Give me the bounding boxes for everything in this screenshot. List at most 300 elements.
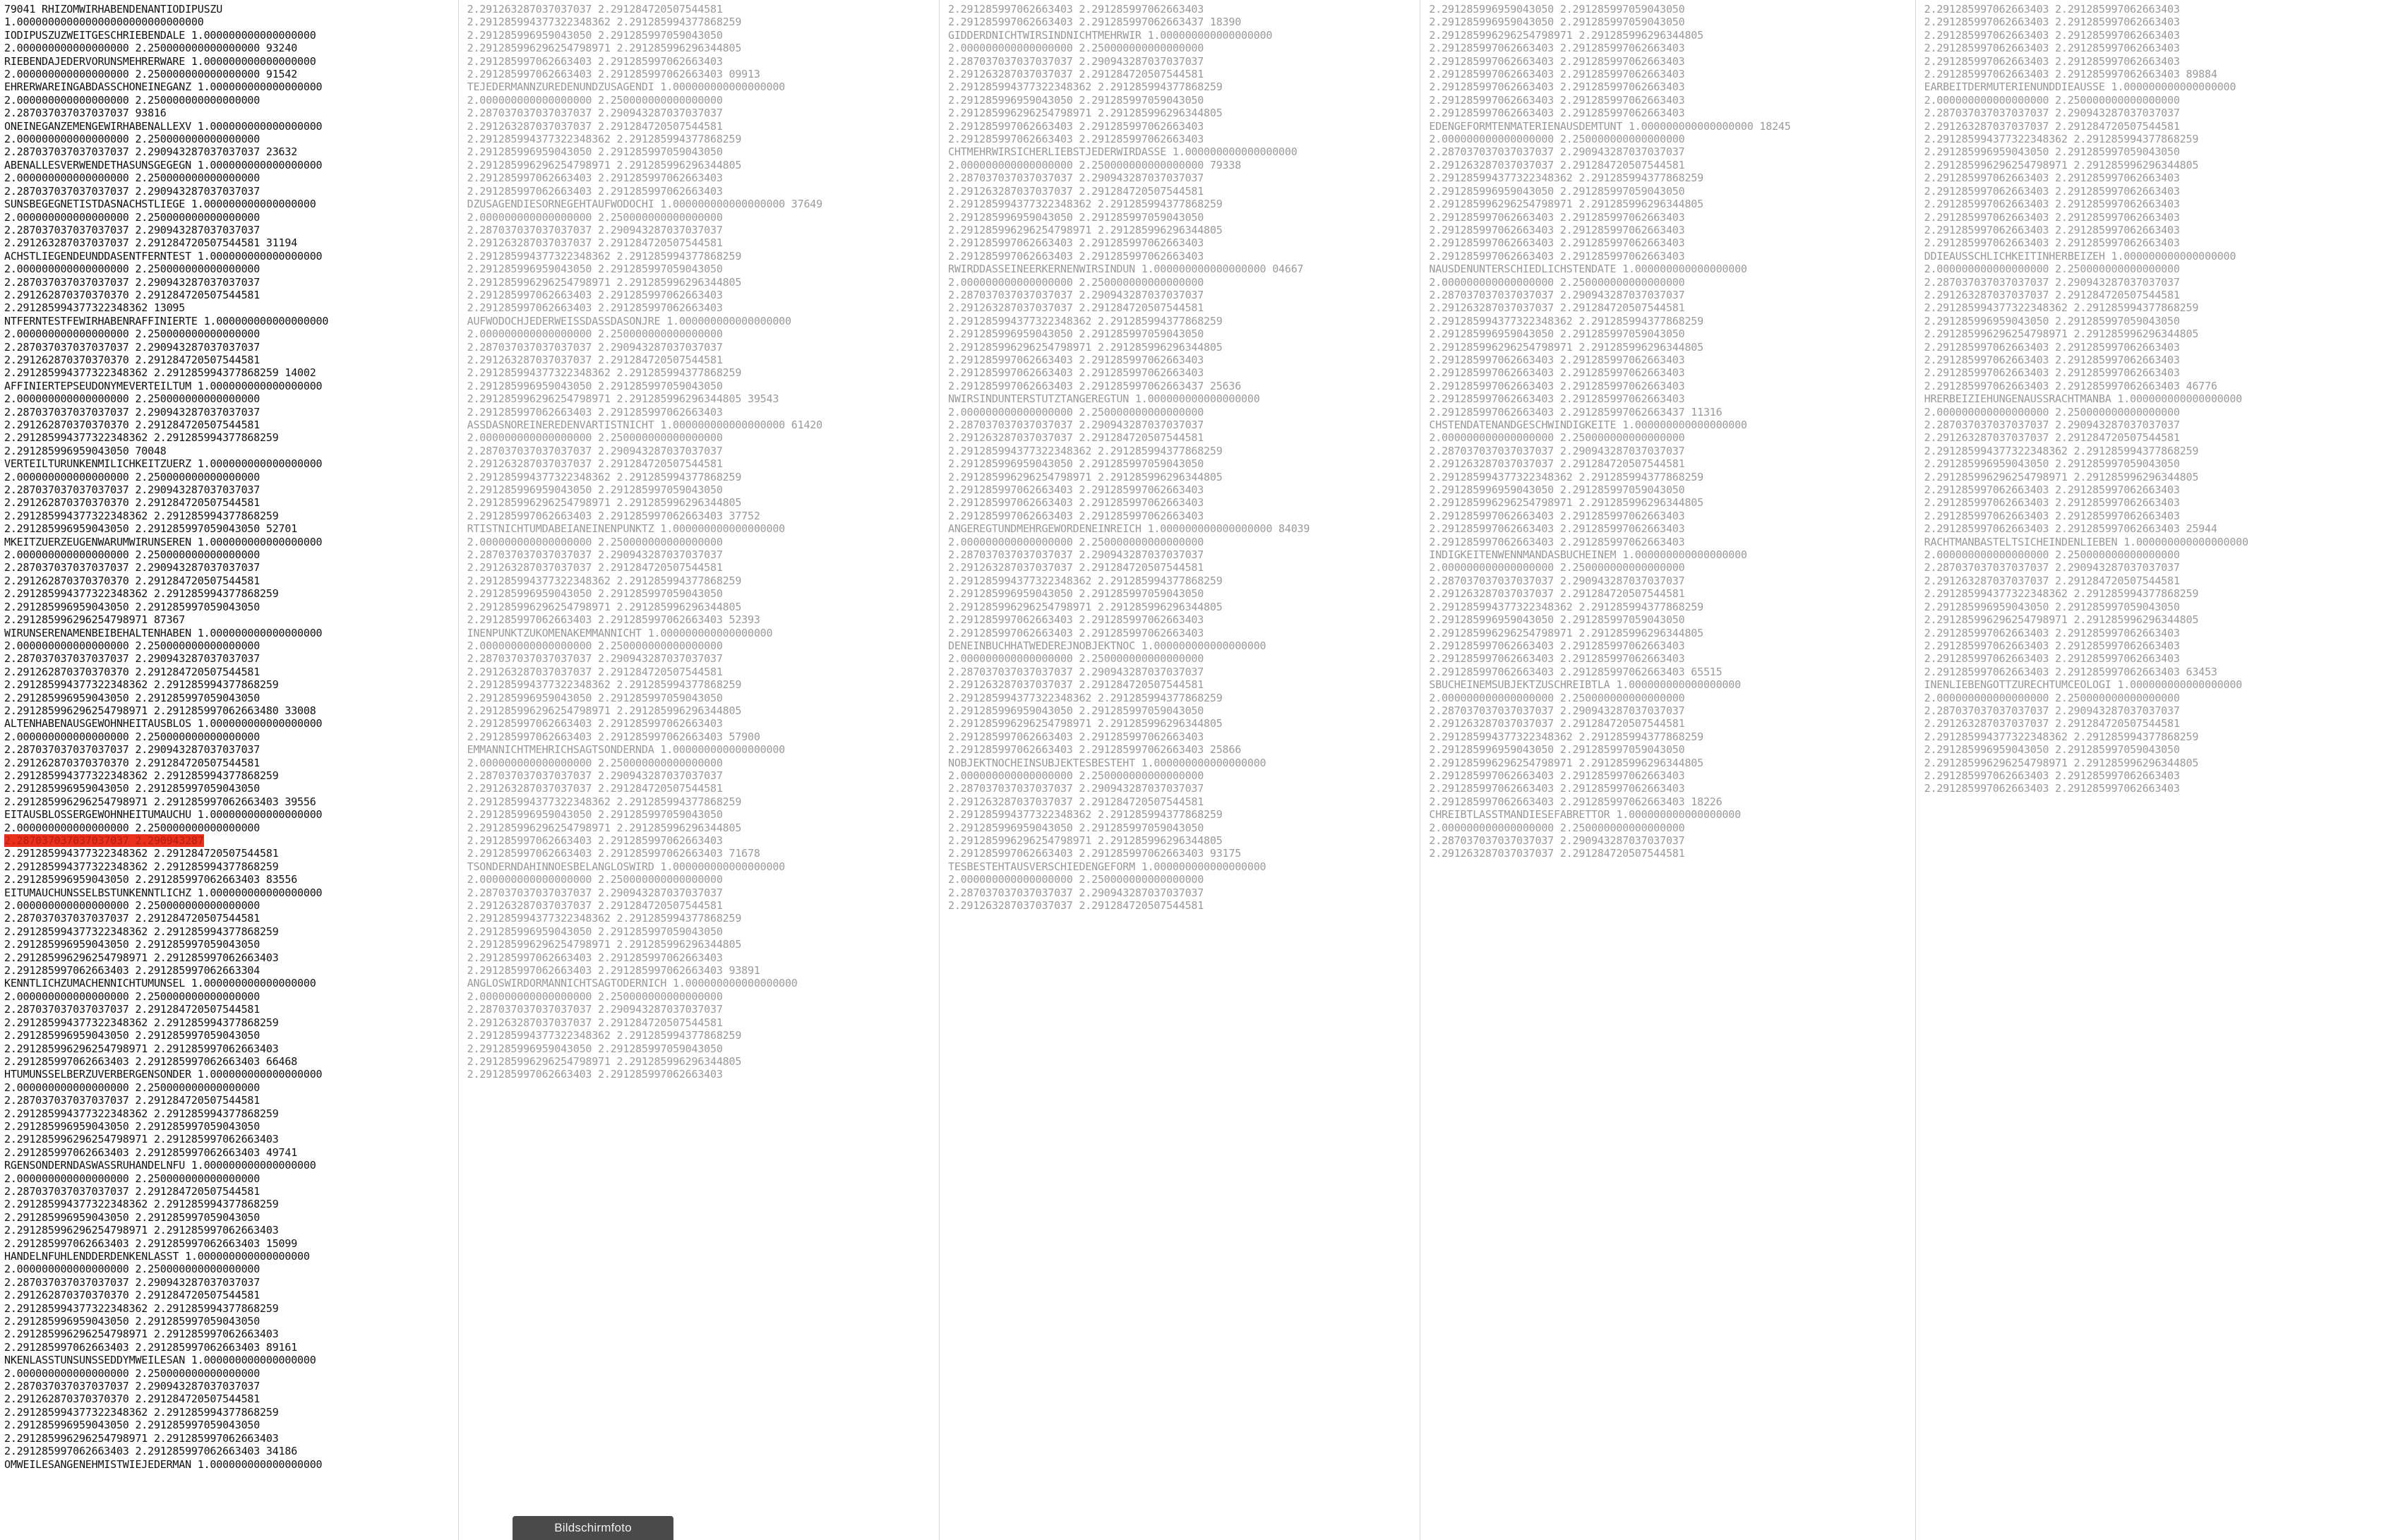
text-line: 2.291285994377322348362 2.291285994377868259 — [4, 860, 279, 873]
text-line: RTISTNICHTUMDABEIANEINENPUNKTZ 1.000000000000000000 — [467, 522, 785, 536]
text-line: 2.291285997062663403 2.291285997062663403 — [1429, 509, 1685, 522]
text-line: 2.291285994377322348362 2.291285994377868259 — [1924, 301, 2199, 315]
text-line: RIEBENDAJEDERVORUNSMEHRERWARE 1.000000000000000000 — [4, 54, 316, 68]
screenshot-chip[interactable]: Bildschirmfoto — [513, 1516, 673, 1540]
text-line: 2.291285994377322348362 2.291285994377868259 — [1924, 730, 2199, 743]
highlighted-text: 2.287037037037037037 2.290943287 — [4, 834, 204, 847]
text-line: 2.291285994377322348362 2.291285994377868259 — [467, 912, 742, 925]
text-line: 2.000000000000000000 2.250000000000000000 — [1924, 691, 2180, 704]
text-line: 2.291285996959043050 2.291285997059043050 — [948, 704, 1204, 717]
text-line: ONEINEGANZEMENGEWIRHABENALLEXV 1.000000000000000000 — [4, 119, 323, 133]
text-line: 2.291285997062663403 2.291285997062663403 — [1429, 80, 1685, 94]
text-line — [4, 834, 454, 847]
text-line: 2.291285994377322348362 2.291285994377868259 — [948, 808, 1223, 822]
text-line: 2.291285994377322348362 2.291285994377868259 — [4, 1198, 279, 1211]
text-line: EDENGEFORMTENMATERIENAUSDEMTUNT 1.000000000000000000 18245 — [1429, 119, 1791, 133]
text-line: 2.291285996296254798971 2.291285996296344805 — [1924, 327, 2199, 341]
text-line: 2.291285997062663403 2.291285997062663403 — [1429, 353, 1685, 366]
text-line: 2.000000000000000000 2.250000000000000000 — [4, 172, 260, 185]
text-line: RWIRDDASSEINEERKERNENWIRSINDUN 1.000000000000000000 04667 — [948, 263, 1304, 276]
text-line: 2.291285997062663403 2.291285997062663403 — [467, 405, 723, 419]
text-line: 2.291285997062663403 2.291285997062663403 — [467, 951, 723, 964]
text-line: 2.291285996296254798971 2.291285997062663403 — [4, 1431, 279, 1445]
text-line: 2.291285996959043050 2.291285997059043050 — [1429, 743, 1685, 757]
text-line: 2.291285996296254798971 2.291285996296344805 — [467, 821, 742, 834]
text-line: 2.291285994377322348362 2.291285994377868259 — [1429, 730, 1703, 743]
text-line: 2.291285996959043050 2.291285997059043050 — [948, 93, 1204, 107]
text-line: 2.291285996296254798971 2.291285996296344805 — [467, 275, 742, 289]
text-line: 2.291285997062663403 2.291285997062663403 — [1924, 184, 2180, 198]
text-line: 2.287037037037037037 2.291284720507544581 — [4, 1184, 260, 1198]
text-line: 2.291285994377322348362 2.291285994377868259 — [467, 366, 742, 380]
text-line: VERTEILTURUNKENMILICHKEITZUERZ 1.000000000000000000 — [4, 457, 323, 471]
text-line: 2.291285996959043050 2.291285997059043050 — [467, 483, 723, 497]
text-line: 2.291285997062663403 2.291285997062663403 — [1429, 379, 1685, 392]
text-line: 2.291285994377322348362 2.291285994377868259 — [1429, 172, 1703, 185]
text-line: 2.000000000000000000 2.250000000000000000 — [1924, 548, 2180, 562]
text-line: 2.291285994377322348362 2.291285994377868259 — [1924, 444, 2199, 457]
text-line: 2.000000000000000000 2.250000000000000000 — [1924, 405, 2180, 419]
text-line: 2.291285996296254798971 87367 — [4, 613, 186, 627]
text-line: 2.291285994377322348362 2.291285994377868259 — [1924, 133, 2199, 146]
text-line: 2.291285996296254798971 2.291285996296344805 — [1924, 158, 2199, 172]
text-line: 2.000000000000000000 2.250000000000000000 — [4, 639, 260, 652]
text-line: 2.291285997062663403 2.291285997062663403 — [1924, 172, 2180, 185]
text-line: 2.291285997062663403 2.291285997062663403 46776 — [1924, 379, 2217, 392]
text-line: CHTMEHRWIRSICHERLIEBSTJEDERWIRDASSE 1.000000000000000000 — [948, 145, 1298, 159]
text-line: 2.291285996296254798971 2.291285996296344805 — [467, 158, 742, 172]
text-line: 2.291285997062663403 2.291285997062663403 93175 — [948, 847, 1242, 860]
text-line: 2.287037037037037037 2.290943287037037037 — [4, 184, 260, 198]
text-line: 2.291285997062663403 2.291285997062663403 25866 — [948, 743, 1242, 757]
text-line: 2.291263287037037037 2.291284720507544581 — [948, 899, 1204, 913]
text-line: 2.291285996296254798971 2.291285996296344805 — [948, 834, 1223, 847]
text-line: SUNSBEGEGNETISTDASNACHSTLIEGE 1.000000000000000000 — [4, 198, 316, 211]
text-column-0[interactable] — [0, 0, 458, 1540]
text-line: 2.291285996959043050 2.291285997059043050 — [948, 327, 1204, 341]
text-line: GIDDERDNICHTWIRSINDNICHTMEHRWIR 1.000000000000000000 — [948, 28, 1273, 42]
text-line: 2.287037037037037037 2.290943287037037037 — [1429, 288, 1685, 301]
text-line: 2.291285997062663403 2.291285997062663403 — [467, 717, 723, 730]
text-line: 2.291285997062663403 2.291285997062663403 — [948, 366, 1204, 380]
text-line: 2.291285997062663403 2.291285997062663403 25944 — [1924, 522, 2217, 536]
text-line: 2.000000000000000000 2.250000000000000000 — [4, 730, 260, 743]
text-line: ACHSTLIEGENDEUNDDASENTFERNTEST 1.000000000000000000 — [4, 249, 323, 263]
text-line: 2.291285997062663403 2.291285997062663403 71678 — [467, 847, 760, 860]
text-line: 2.000000000000000000 2.250000000000000000 — [467, 93, 723, 107]
text-line: 2.291285997062663403 2.291285997062663403 — [948, 730, 1204, 743]
text-line: 2.291285994377322348362 2.291285994377868259 — [467, 574, 742, 587]
text-line: 2.291285997062663403 2.291285997062663403 — [1429, 68, 1685, 81]
text-line: 2.291285994377322348362 2.291285994377868259 — [467, 678, 742, 692]
text-line: 2.287037037037037037 2.290943287037037037 — [948, 172, 1204, 185]
text-line: 2.291285994377322348362 2.291285994377868259 — [4, 1405, 279, 1419]
text-line: 2.291285994377322348362 2.291285994377868259 14002 — [4, 366, 316, 380]
text-line: 2.291285996959043050 2.291285997062663403 83556 — [4, 873, 298, 886]
text-line: 2.287037037037037037 2.290943287037037037 — [467, 548, 723, 562]
text-line: 2.291263287037037037 2.291284720507544581 — [948, 301, 1204, 315]
text-line: 2.291285997062663403 2.291285997062663403 — [1924, 340, 2180, 354]
text-line: 2.291285996959043050 2.291285997059043050 — [1429, 613, 1685, 627]
text-line: 2.000000000000000000 2.250000000000000000 — [467, 639, 723, 652]
text-line: 2.000000000000000000 2.250000000000000000 — [467, 210, 723, 224]
text-line: 2.291285997062663403 2.291285997062663403 — [948, 483, 1204, 497]
text-line: TESBESTEHTAUSVERSCHIEDENGEFORM 1.000000000000000000 — [948, 860, 1266, 873]
text-line: 2.291285994377322348362 2.291285994377868259 — [467, 470, 742, 483]
text-line: 2.287037037037037037 2.290943287037037037 — [948, 54, 1204, 68]
text-line: 2.287037037037037037 2.290943287037037037 — [1924, 704, 2180, 717]
text-line: NTFERNTESTFEWIRHABENRAFFINIERTE 1.000000000000000000 — [4, 314, 329, 327]
text-line: EHRERWAREINGABDASSCHONEINEGANZ 1.000000000000000000 — [4, 80, 323, 94]
text-line: 2.291285997062663403 2.291285997062663403 18226 — [1429, 795, 1723, 808]
text-line: 2.291285996959043050 2.291285997059043050 — [467, 808, 723, 822]
text-line: 2.287037037037037037 2.290943287037037037 — [1429, 834, 1685, 847]
text-line: INDIGKEITENWENNMANDASBUCHEINEM 1.000000000000000000 — [1429, 548, 1747, 562]
text-line: 2.291262870370370370 2.291284720507544581 — [4, 574, 260, 587]
text-line: 2.291285997062663403 2.291285997062663304 — [4, 964, 260, 977]
text-line: 2.291285996959043050 2.291285997059043050 — [948, 457, 1204, 471]
text-line: 2.291285994377322348362 2.291285994377868259 — [1429, 470, 1703, 483]
text-line: 2.291285997062663403 2.291285997062663403 — [1924, 16, 2180, 29]
text-line: 2.287037037037037037 2.290943287037037037 — [467, 886, 723, 899]
text-line: 2.291285994377322348362 2.291285994377868259 — [4, 1107, 279, 1120]
text-line: 2.291263287037037037 2.291284720507544581 — [467, 457, 723, 471]
text-line: 2.287037037037037037 93816 — [4, 107, 167, 120]
text-line: 2.291285997062663403 2.291285997062663437 25636 — [948, 379, 1242, 392]
text-line: 2.291263287037037037 2.291284720507544581 — [948, 678, 1204, 692]
text-line: 2.291262870370370370 2.291284720507544581 — [4, 1392, 260, 1406]
text-line: ABENALLESVERWENDETHASUNSGEGEGN 1.000000000000000000 — [4, 158, 323, 172]
text-line: 2.000000000000000000 2.250000000000000000 — [4, 1081, 260, 1094]
text-line: SBUCHEINEMSUBJEKTZUSCHREIBTLA 1.000000000000000000 — [1429, 678, 1741, 692]
text-line: EARBEITDERMUTERIENUNDDIEAUSSE 1.000000000000000000 — [1924, 80, 2236, 94]
text-line: 2.291285996959043050 2.291285997059043050 — [467, 587, 723, 601]
text-line: TEJEDERMANNZUREDENUNDZUSAGENDI 1.000000000000000000 — [467, 80, 785, 94]
text-line: 2.287037037037037037 2.290943287037037037 — [467, 652, 723, 666]
text-line: 2.291263287037037037 2.291284720507544581 — [467, 1016, 723, 1029]
text-column-2[interactable] — [944, 0, 1420, 1540]
text-line: 2.291285997062663403 2.291285997062663403 49741 — [4, 1145, 298, 1159]
text-line: 2.291285997062663403 2.291285997062663403 15099 — [4, 1237, 298, 1250]
text-line: 2.291285996959043050 2.291285997059043050 — [4, 600, 260, 613]
text-line: 2.291285994377322348362 2.291284720507544581 — [4, 847, 279, 860]
text-line: 2.291285996296254798971 2.291285996296344805 — [467, 1054, 742, 1068]
text-line: 2.000000000000000000 2.250000000000000000 — [1429, 133, 1685, 146]
text-line: 2.291285996296254798971 2.291285997062663403 — [4, 951, 279, 964]
text-line: 2.291262870370370370 2.291284720507544581 — [4, 665, 260, 678]
text-line: 2.291285997062663403 2.291285997062663403 — [1924, 28, 2180, 42]
text-line: 2.291285997062663403 2.291285997062663403 37752 — [467, 509, 760, 522]
text-line: 2.287037037037037037 2.290943287037037037 — [948, 782, 1204, 795]
text-line: 2.291285996959043050 2.291285997059043050 — [4, 1029, 260, 1042]
text-line: 79041 RHIZOMWIRHABENDENANTIODIPUSZU — [4, 3, 223, 16]
text-line: 2.291262870370370370 2.291284720507544581 — [4, 496, 260, 510]
text-line: 2.291285996296254798971 2.291285997062663403 — [4, 1133, 279, 1146]
text-line: 2.287037037037037037 2.290943287037037037 — [4, 483, 260, 497]
text-line: 2.287037037037037037 2.290943287037037037 — [1429, 444, 1685, 457]
text-line: 2.291285994377322348362 2.291285994377868259 — [948, 691, 1223, 704]
text-line: 2.291285996959043050 2.291285997059043050 — [1429, 16, 1685, 29]
text-line: 2.291285996296254798971 2.291285996296344805 39543 — [467, 392, 779, 406]
text-line: 2.291285996296254798971 2.291285996296344805 — [467, 704, 742, 717]
text-line: 2.291285997062663403 2.291285997062663403 — [467, 834, 723, 847]
text-line: 2.291285997062663403 2.291285997062663403 — [1429, 639, 1685, 652]
text-line: 2.291285994377322348362 2.291285994377868259 — [4, 678, 279, 692]
text-line: 2.291263287037037037 2.291284720507544581 — [1429, 158, 1685, 172]
text-line: 2.291285997062663403 2.291285997062663403 — [1924, 769, 2180, 782]
text-line: 2.291263287037037037 2.291284720507544581 — [1429, 301, 1685, 315]
column-divider — [1915, 0, 1920, 1540]
text-line: 2.291285996296254798971 2.291285996296344805 — [467, 938, 742, 951]
text-line: NKENLASSTUNSUNSSEDDYMWEILESAN 1.000000000000000000 — [4, 1354, 316, 1367]
text-line: 2.291285996296254798971 2.291285996296344805 — [948, 107, 1223, 120]
text-line: 2.291285994377322348362 2.291285994377868259 — [4, 509, 279, 522]
text-line: 2.291263287037037037 2.291284720507544581 — [1924, 717, 2180, 730]
text-line: 2.291285994377322348362 2.291285994377868259 — [948, 574, 1223, 587]
text-line: 2.291285997062663403 2.291285997062663403 — [1429, 42, 1685, 55]
text-line: 2.000000000000000000 2.250000000000000000 — [1429, 821, 1685, 834]
text-line: 2.000000000000000000 2.250000000000000000 — [1924, 263, 2180, 276]
text-line: 2.000000000000000000 2.250000000000000000 — [1924, 93, 2180, 107]
text-line: 2.287037037037037037 2.290943287037037037 — [467, 340, 723, 354]
text-line: 2.000000000000000000 2.250000000000000000 — [4, 470, 260, 483]
text-line: 2.291285996959043050 2.291285997059043050 — [1924, 743, 2180, 757]
text-line: 2.291285994377322348362 2.291285994377868259 — [4, 431, 279, 445]
text-line: 2.287037037037037037 2.290943287037037037 — [467, 444, 723, 457]
text-line: 2.291285997062663403 2.291285997062663403 — [948, 3, 1204, 16]
text-line: 2.291285996959043050 2.291285997059043050 — [4, 1210, 260, 1224]
text-line: 2.000000000000000000 2.250000000000000000 — [467, 756, 723, 769]
text-line: 2.000000000000000000 2.250000000000000000 — [4, 989, 260, 1003]
text-line: 2.291285994377322348362 2.291285994377868259 — [4, 587, 279, 601]
text-line: 2.000000000000000000 2.250000000000000000 79338 — [948, 158, 1242, 172]
text-line: 2.291285997062663403 2.291285997062663403 — [1924, 626, 2180, 639]
text-line: 2.291262870370370370 2.291284720507544581 — [4, 288, 260, 301]
text-line: CHSTENDATENANDGESCHWINDIGKEITE 1.000000000000000000 — [1429, 419, 1747, 431]
text-line: 2.291285996296254798971 2.291285996296344805 — [948, 223, 1223, 236]
text-line: 2.291262870370370370 2.291284720507544581 — [4, 1289, 260, 1302]
text-line: 2.000000000000000000 2.250000000000000000 — [4, 1172, 260, 1185]
text-line: 2.291263287037037037 2.291284720507544581 — [1429, 457, 1685, 471]
text-line: 2.291285994377322348362 2.291285994377868259 — [467, 249, 742, 263]
text-line: 2.291285997062663403 2.291285997062663403 — [467, 1068, 723, 1081]
text-line: 2.291285997062663403 2.291285997062663403 — [1429, 392, 1685, 406]
text-line: 2.291285996296254798971 2.291285996296344805 — [1429, 626, 1703, 639]
text-line: 2.000000000000000000 2.250000000000000000 — [4, 93, 260, 107]
text-line: 2.291263287037037037 2.291284720507544581 — [467, 665, 723, 678]
text-line: AUFWODOCHJEDERWEISSDASSDASONJRE 1.000000000000000000 — [467, 314, 791, 327]
text-line: 2.291285994377322348362 2.291285994377868259 — [948, 314, 1223, 327]
text-line: 2.291285994377322348362 2.291285994377868259 — [4, 925, 279, 938]
text-line: 2.291285996296254798971 2.291285996296344805 — [1924, 470, 2199, 483]
column-divider — [1420, 0, 1425, 1540]
text-column-1[interactable] — [463, 0, 939, 1540]
text-line: 2.287037037037037037 2.290943287037037037 — [4, 1275, 260, 1289]
text-column-3[interactable] — [1425, 0, 1915, 1540]
text-line: WIRUNSERENAMENBEIBEHALTENHABEN 1.000000000000000000 — [4, 626, 323, 639]
text-line: ASSDASNOREINEREDENVARTISTNICHT 1.000000000000000000 61420 — [467, 419, 822, 431]
text-line: 2.291285997062663403 2.291285997062663403 — [1924, 509, 2180, 522]
text-line: 2.291285997062663403 2.291285997062663403 — [948, 249, 1204, 263]
text-line: 2.291285994377322348362 2.291285994377868259 — [1924, 587, 2199, 601]
text-line: 2.291285996959043050 2.291285997059043050 — [467, 379, 723, 392]
text-line: INENPUNKTZUKOMENAKEMMANNICHT 1.000000000000000000 — [467, 626, 773, 639]
text-line: 2.291262870370370370 2.291284720507544581 — [4, 419, 260, 431]
text-line: 2.287037037037037037 2.290943287037037037 — [467, 107, 723, 120]
text-line: 2.291285996959043050 2.291285997059043050 — [467, 1042, 723, 1055]
text-line: 2.287037037037037037 2.290943287037037037 — [4, 340, 260, 354]
text-line: 2.291263287037037037 2.291284720507544581 — [948, 795, 1204, 808]
text-line: RGENSONDERNDASWASSRUHANDELNFU 1.000000000000000000 — [4, 1159, 316, 1172]
text-line: 2.291285996959043050 2.291285997059043050 — [467, 28, 723, 42]
text-line: 2.291263287037037037 2.291284720507544581 — [467, 561, 723, 575]
text-line: 2.291285997062663403 2.291285997062663403 — [948, 626, 1204, 639]
text-line: MKEITZUERZEUGENWARUMWIRUNSEREN 1.000000000000000000 — [4, 535, 323, 548]
text-line: 2.000000000000000000 2.250000000000000000 — [948, 275, 1204, 289]
text-line: 2.291285997062663403 2.291285997062663403 — [1429, 782, 1685, 795]
text-line: 2.291285996296254798971 2.291285996296344805 — [1429, 28, 1703, 42]
text-line: 2.291285997062663403 2.291285997062663403 — [1924, 496, 2180, 510]
text-line: EITUMAUCHUNSSELBSTUNKENNTLICHZ 1.000000000000000000 — [4, 886, 323, 899]
text-line: 2.291285997062663403 2.291285997062663403 — [1924, 223, 2180, 236]
text-line: 2.287037037037037037 2.290943287037037037 — [467, 1003, 723, 1016]
text-line: 2.291285997062663403 2.291285997062663403 — [1924, 639, 2180, 652]
text-line: 2.000000000000000000 2.250000000000000000 — [948, 535, 1204, 548]
text-line: 2.291263287037037037 2.291284720507544581 — [948, 561, 1204, 575]
text-line: 2.291285996959043050 2.291285997059043050 — [4, 1315, 260, 1328]
text-line: INENLIEBENGOTTZURECHTUMCEOLOGI 1.000000000000000000 — [1924, 678, 2242, 692]
text-line: 2.291285994377322348362 13095 — [4, 301, 186, 315]
text-line: 2.291285996959043050 2.291285997059043050 — [467, 145, 723, 159]
text-line: 2.291285994377322348362 2.291285994377868259 — [948, 198, 1223, 211]
text-line: 2.291263287037037037 2.291284720507544581 — [1429, 717, 1685, 730]
text-line: 2.291285996959043050 2.291285997059043050 — [4, 782, 260, 795]
text-line: OMWEILESANGENEHMISTWIEJEDERMAN 1.000000000000000000 — [4, 1457, 323, 1471]
text-line: 2.287037037037037037 2.290943287037037037 — [4, 405, 260, 419]
text-line: 2.291285997062663403 2.291285997062663403 — [1924, 483, 2180, 497]
text-line: 2.291285997062663403 2.291285997062663403 — [948, 509, 1204, 522]
text-line: 2.291285997062663403 2.291285997062663403 — [1429, 93, 1685, 107]
text-line: 2.291285996296254798971 2.291285996296344805 — [1429, 756, 1703, 769]
text-line: 2.000000000000000000 2.250000000000000000 — [467, 327, 723, 341]
text-line: 2.291285997062663403 2.291285997062663403 — [1924, 210, 2180, 224]
text-line: 2.000000000000000000 2.250000000000000000 — [4, 1263, 260, 1276]
text-line: 2.291285997062663403 2.291285997062663403 57900 — [467, 730, 760, 743]
text-line: 2.287037037037037037 2.290943287037037037 — [948, 665, 1204, 678]
text-line: EMMANNICHTMEHRICHSAGTSONDERNDA 1.000000000000000000 — [467, 743, 785, 757]
text-line: 2.287037037037037037 2.290943287037037037 — [467, 769, 723, 782]
text-line: 2.291263287037037037 2.291284720507544581 — [467, 353, 723, 366]
text-line: 2.291285996296254798971 2.291285997062663403 — [4, 1328, 279, 1341]
text-line: 2.291285994377322348362 2.291285994377868259 — [948, 444, 1223, 457]
text-line: 2.287037037037037037 2.290943287037037037 — [1924, 419, 2180, 431]
text-line: 2.291285996296254798971 2.291285996296344805 — [948, 600, 1223, 613]
text-line: 2.291263287037037037 2.291284720507544581 — [948, 184, 1204, 198]
text-line: 2.291285997062663403 2.291285997062663403 — [1429, 652, 1685, 666]
text-line: 2.291285996296254798971 2.291285996296344805 — [948, 470, 1223, 483]
text-line: 2.291285996959043050 70048 — [4, 444, 167, 457]
text-line: 2.287037037037037037 2.290943287037037037 — [4, 223, 260, 236]
text-line: 2.000000000000000000 2.250000000000000000 — [1429, 431, 1685, 445]
text-line: 2.291285997062663403 2.291285997062663403 — [467, 172, 723, 185]
text-line: 2.291285996959043050 2.291285997059043050 — [467, 263, 723, 276]
text-line: 2.291285997062663403 2.291285997062663403 — [1924, 782, 2180, 795]
text-line: 2.291285997062663403 2.291285997062663403 — [1924, 353, 2180, 366]
text-line: 2.291285996296254798971 2.291285996296344805 — [1429, 198, 1703, 211]
text-line: 2.291285996296254798971 2.291285996296344805 — [467, 496, 742, 510]
text-line: 2.291285996959043050 2.291285997059043050 — [1924, 314, 2180, 327]
text-line: 2.291285997062663403 2.291285997062663403 89884 — [1924, 68, 2217, 81]
text-line: RACHTMANBASTELTSICHEINDENLIEBEN 1.000000000000000000 — [1924, 535, 2248, 548]
text-line: 2.291285997062663403 2.291285997062663403 — [948, 353, 1204, 366]
text-line: 2.291285996296254798971 2.291285996296344805 — [1429, 340, 1703, 354]
text-line: 2.291285996296254798971 2.291285996296344805 — [467, 42, 742, 55]
text-line: 2.291285996959043050 2.291285997059043050 — [4, 1119, 260, 1133]
text-line: 2.291285996296254798971 2.291285996296344805 — [467, 600, 742, 613]
text-line: 2.291285997062663403 2.291285997062663437 11316 — [1429, 405, 1723, 419]
text-line: 2.291285997062663403 2.291285997062663403 — [948, 133, 1204, 146]
text-line: ANGEREGTUNDMEHRGEWORDENEINREICH 1.000000000000000000 84039 — [948, 522, 1310, 536]
text-line: 2.287037037037037037 2.290943287037037037 — [1924, 107, 2180, 120]
text-line: 2.287037037037037037 2.290943287037037037 23632 — [4, 145, 298, 159]
text-line: HTUMUNSSELBERZUVERBERGENSONDER 1.000000000000000000 — [4, 1068, 323, 1081]
text-line: 2.291285997062663403 2.291285997062663403 — [948, 119, 1204, 133]
text-line: 2.291285994377322348362 2.291285994377868259 — [467, 1029, 742, 1042]
text-line: NWIRSINDUNTERSTUTZTANGEREGTUN 1.000000000000000000 — [948, 392, 1260, 406]
text-line: 2.291285996959043050 2.291285997059043050 — [1429, 483, 1685, 497]
text-line: 2.000000000000000000 2.250000000000000000 91542 — [4, 68, 298, 81]
text-line: 2.291285994377322348362 2.291285994377868259 — [1429, 314, 1703, 327]
column-divider — [458, 0, 463, 1540]
text-line: 2.291285997062663403 2.291285997062663403 52393 — [467, 613, 760, 627]
text-line: 2.287037037037037037 2.291284720507544581 — [4, 1003, 260, 1016]
text-line: 2.291285996959043050 2.291285997059043050 52701 — [4, 522, 298, 536]
text-line: 2.287037037037037037 2.290943287037037037 — [4, 275, 260, 289]
text-line: 2.291263287037037037 2.291284720507544581 — [1429, 847, 1685, 860]
text-line: 2.287037037037037037 2.290943287037037037 — [1429, 704, 1685, 717]
text-line: 2.291285997062663403 2.291285997062663403 — [948, 236, 1204, 250]
text-line: 2.291263287037037037 2.291284720507544581 — [1924, 288, 2180, 301]
text-line: HRERBEIZIEHUNGENAUSSRACHTMANBA 1.000000000000000000 — [1924, 392, 2242, 406]
text-line: 2.291285997062663403 2.291285997062663403 — [1429, 366, 1685, 380]
text-line: 2.291285997062663403 2.291285997062663403 — [948, 613, 1204, 627]
text-line: 2.291263287037037037 2.291284720507544581 — [948, 431, 1204, 445]
text-line: 2.000000000000000000 2.250000000000000000 — [4, 899, 260, 913]
text-column-4[interactable] — [1920, 0, 2396, 1540]
text-line: 2.291285997062663403 2.291285997062663403 — [467, 54, 723, 68]
text-line: 2.000000000000000000 2.250000000000000000 — [467, 873, 723, 886]
text-line: 2.291285994377322348362 2.291285994377868259 — [4, 1016, 279, 1029]
text-line: 2.291285994377322348362 2.291285994377868259 — [4, 1301, 279, 1315]
text-line: DZUSAGENDIESORNEGEHTAUFWODOCHI 1.000000000000000000 37649 — [467, 198, 822, 211]
text-line: ALTENHABENAUSGEWOHNHEITAUSBLOS 1.000000000000000000 — [4, 717, 323, 730]
text-line: 2.287037037037037037 2.290943287037037037 — [948, 288, 1204, 301]
text-line: 2.291285996959043050 2.291285997059043050 — [1924, 145, 2180, 159]
column-divider — [939, 0, 944, 1540]
text-line: 2.291285997062663403 2.291285997062663403 93891 — [467, 964, 760, 977]
text-line: 2.291285996296254798971 2.291285997062663403 — [4, 1042, 279, 1055]
text-line: 2.291285997062663403 2.291285997062663403 — [1429, 249, 1685, 263]
text-line: DDIEAUSSCHLICHKEITINHERBEIZEH 1.000000000000000000 — [1924, 249, 2236, 263]
text-line: 2.291285997062663403 2.291285997062663403 — [1429, 535, 1685, 548]
text-line: 2.291263287037037037 2.291284720507544581 — [1924, 431, 2180, 445]
text-line: 2.291285997062663403 2.291285997062663403 — [1924, 54, 2180, 68]
text-line: 2.287037037037037037 2.291284720507544581 — [4, 1094, 260, 1107]
text-line: 2.000000000000000000 2.250000000000000000 — [467, 431, 723, 445]
text-line: 2.291263287037037037 2.291284720507544581 — [1924, 574, 2180, 587]
text-line: 2.000000000000000000 2.250000000000000000 — [4, 263, 260, 276]
text-line: 2.291285996296254798971 2.291285996296344805 — [948, 340, 1223, 354]
